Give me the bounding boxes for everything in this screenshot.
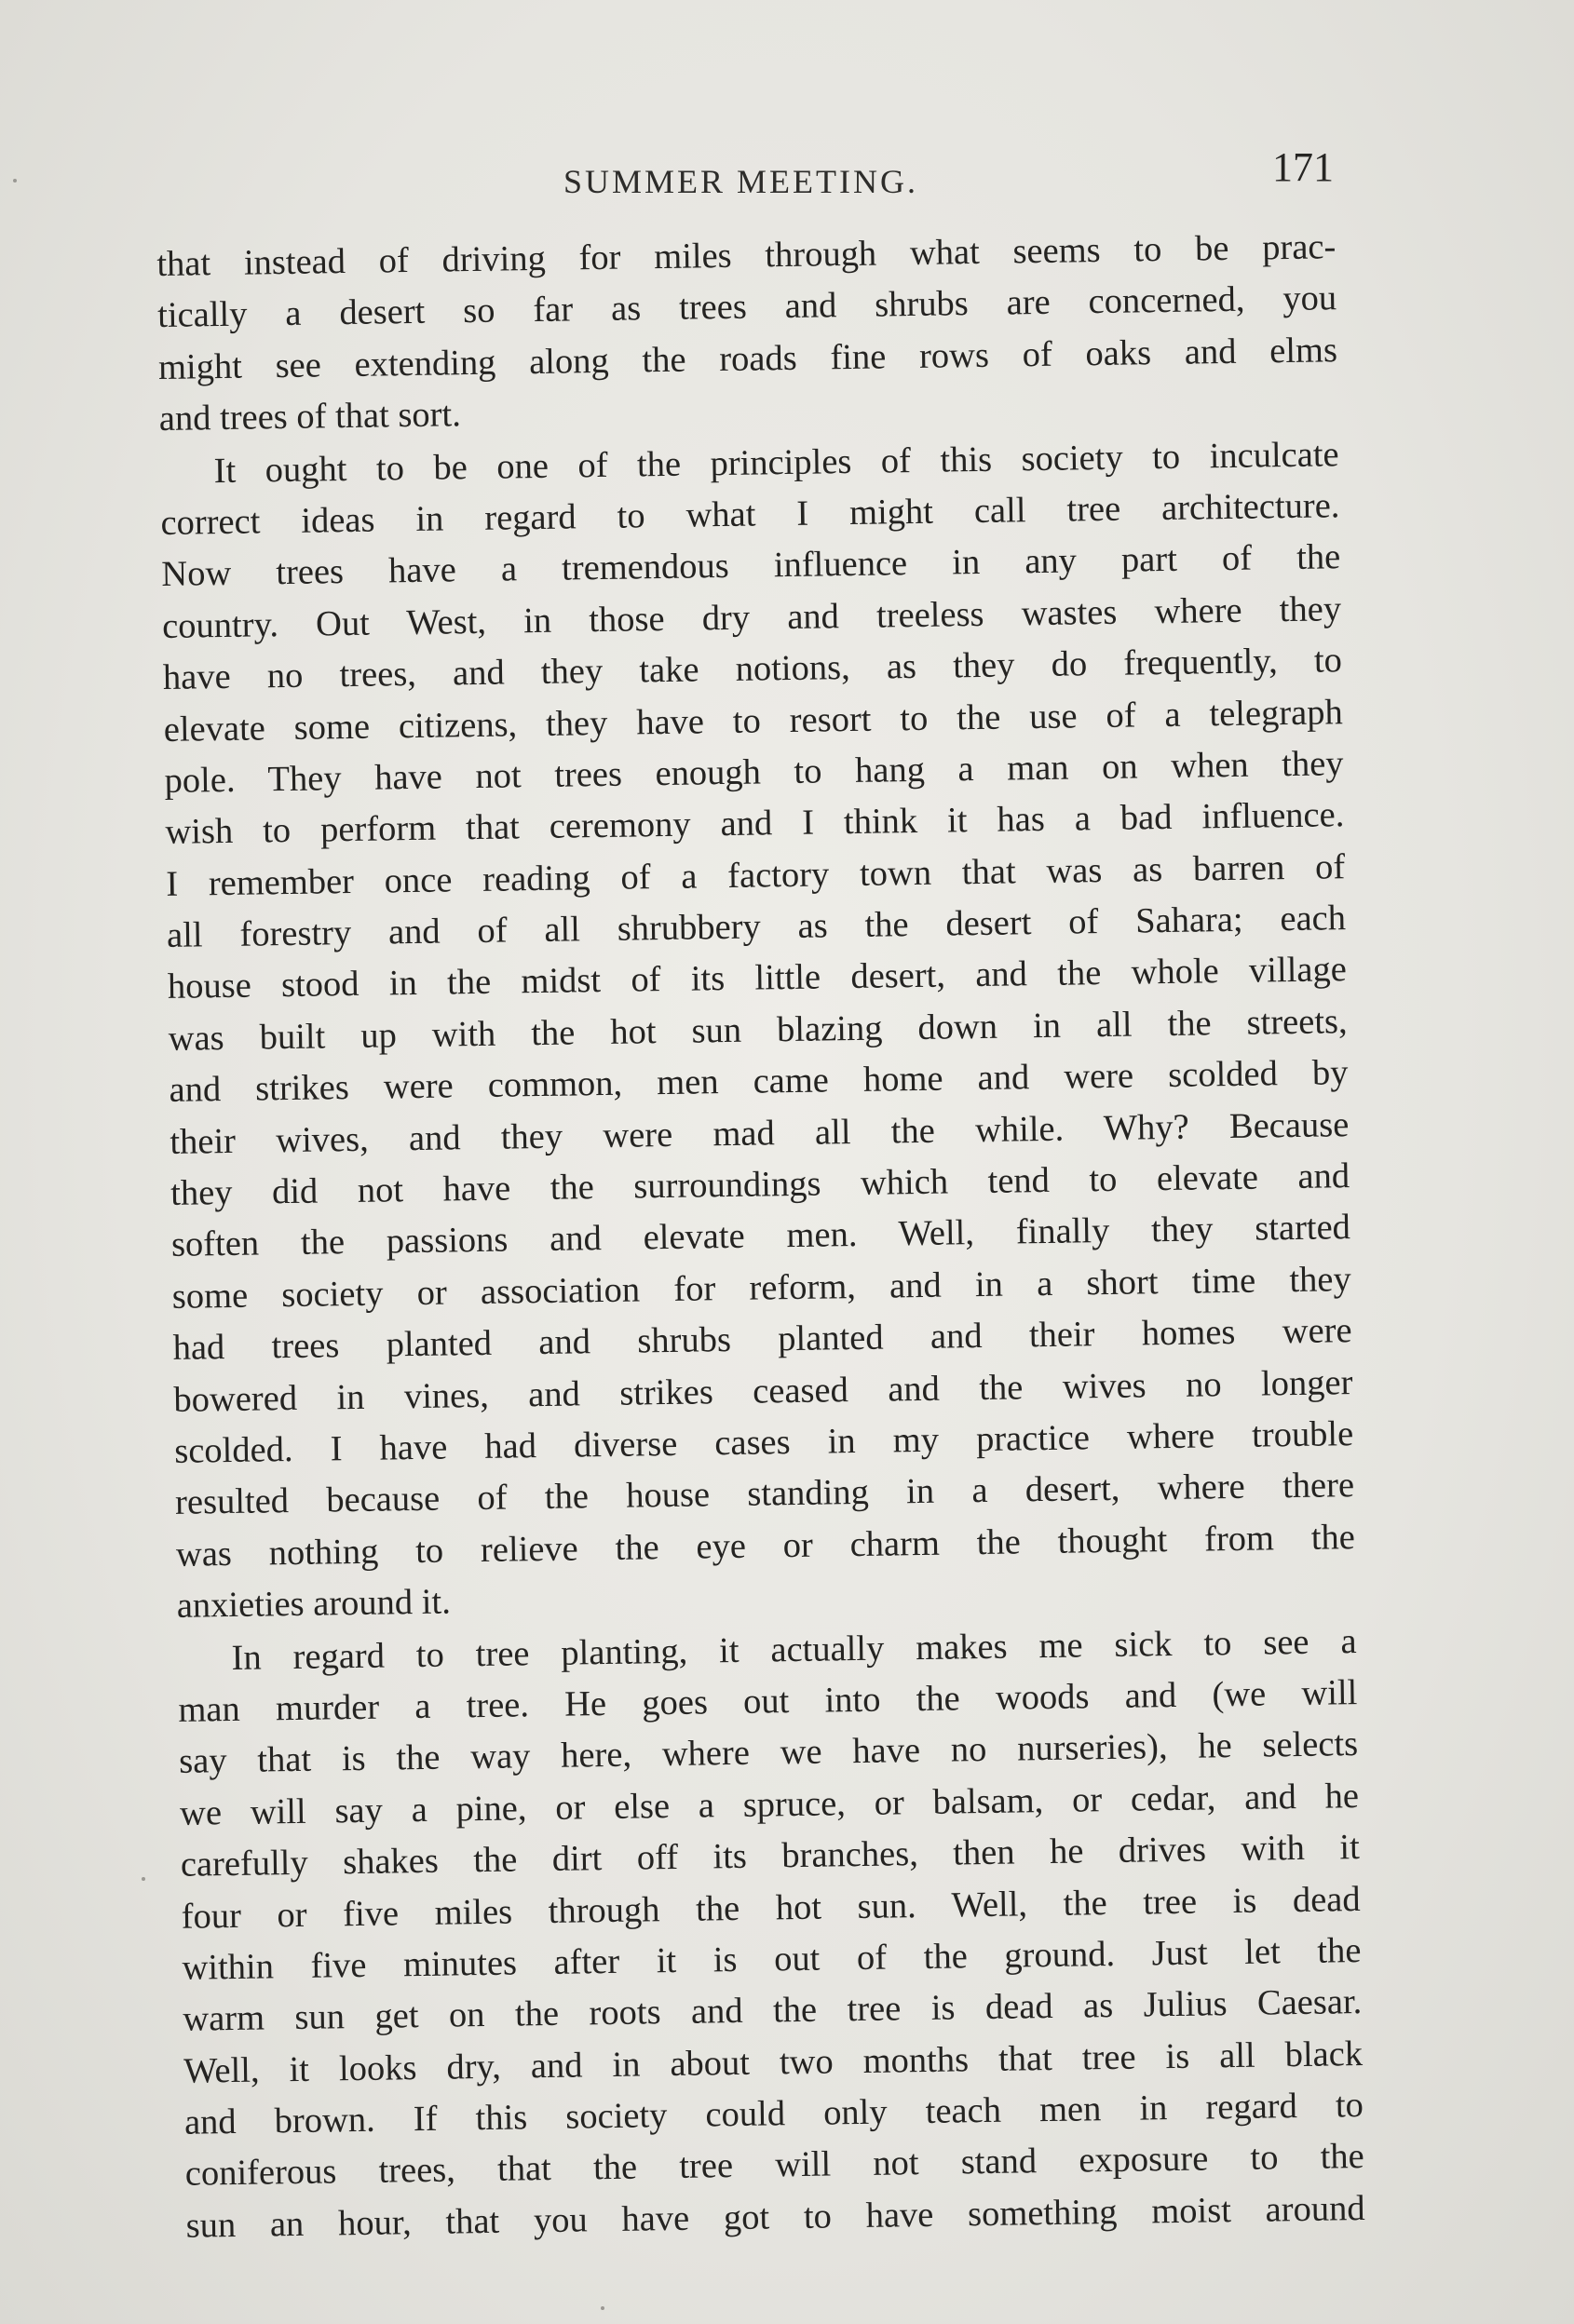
text-line: and strikes were common, men came home and were scolded by <box>169 1053 1349 1111</box>
paragraph-2 <box>159 429 1356 1633</box>
text-line: that instead of driving for miles through what seems to be prac- <box>156 227 1337 284</box>
text-line: coniferous trees, that the tree will not stand exposure to the <box>184 2137 1365 2195</box>
paragraph-1 <box>156 222 1338 445</box>
text-line: all forestry and of all shrubbery as the desert of Sahara; each <box>166 899 1347 955</box>
text-line: Well, it looks dry, and in about two months that tree is all black <box>183 2034 1364 2091</box>
text-line: we will say a pine, or else a spruce, or balsam, or cedar, and he <box>179 1776 1360 1833</box>
text-line: bowered in vines, and strikes ceased and the wives no longer <box>173 1362 1353 1420</box>
paper-speck <box>13 179 17 182</box>
page-header <box>158 138 1334 212</box>
text-line: they did not have the surroundings which tend to elevate and <box>170 1156 1350 1213</box>
text-line: sun an hour, that you have got to have something moist around <box>185 2188 1365 2246</box>
text-line: might see extending along the roads fine rows of oaks and elms <box>157 330 1338 387</box>
text-line: was built up with the hot sun blazing down in all the streets, <box>168 1001 1348 1059</box>
text-line: say that is the way here, where we have no nurseries), he selects <box>178 1724 1359 1782</box>
body-text <box>156 222 1365 2252</box>
text-line: warm sun get on the roots and the tree is dead as Julius Caesar. <box>183 1982 1363 2040</box>
text-line: I remember once reading of a factory town that was as barren of <box>165 846 1346 904</box>
text-line: their wives, and they were mad all the while. Why? Because <box>170 1104 1350 1162</box>
text-line: was nothing to relieve the eye or charm the thought from the <box>175 1517 1356 1574</box>
text-line: four or five miles through the hot sun. Well, the tree is dead <box>181 1879 1361 1937</box>
text-line: within five minutes after it is out of the ground. Just let the <box>182 1930 1362 1988</box>
text-line: country. Out West, in those dry and treeless wastes where they <box>161 588 1342 646</box>
text-line: resulted because of the house standing in a desert, where there <box>174 1466 1355 1523</box>
text-line: Now trees have a tremendous influence in any part of the <box>161 537 1341 595</box>
text-line: anxieties around it. <box>176 1582 452 1626</box>
text-line: and trees of that sort. <box>158 395 462 439</box>
text-line: tically a desert so far as trees and shrubs are concerned, you <box>156 278 1337 336</box>
text-line: pole. They have not trees enough to hang a man on when they <box>164 744 1344 801</box>
text-line: correct ideas in regard to what I might call tree architecture. <box>160 486 1340 543</box>
text-line: It ought to be one of the principles of this society to inculcate <box>213 434 1339 491</box>
text-line: wish to perform that ceremony and I think it has a bad influence. <box>165 795 1345 853</box>
page-number: 171 <box>1272 144 1334 190</box>
paragraph-3 <box>177 1616 1365 2252</box>
text-line: have no trees, and they take notions, as they do frequently, to <box>162 641 1343 698</box>
text-line: had trees planted and shrubs planted and their homes were <box>172 1311 1352 1369</box>
text-line: house stood in the midst of its little desert, and the whole village <box>167 950 1348 1007</box>
text-line: In regard to tree planting, it actually makes me sick to see a <box>231 1621 1357 1678</box>
text-line: carefully shakes the dirt off its branches, then he drives with it <box>180 1828 1361 1885</box>
text-line: man murder a tree. He goes out into the woods and (we will <box>178 1672 1358 1730</box>
text-line: scolded. I have had diverse cases in my practice where trouble <box>174 1414 1354 1471</box>
paper-speck <box>142 1877 145 1881</box>
paper-speck <box>601 2306 604 2310</box>
text-line: some society or association for reform, and in a short time they <box>171 1259 1352 1317</box>
running-head: SUMMER MEETING. <box>563 163 919 200</box>
text-line: soften the passions and elevate men. Well, finally they started <box>170 1208 1351 1265</box>
text-line: and brown. If this society could only teach men in regard to <box>183 2086 1364 2142</box>
text-line: elevate some citizens, they have to resort to the use of a telegraph <box>163 692 1343 750</box>
